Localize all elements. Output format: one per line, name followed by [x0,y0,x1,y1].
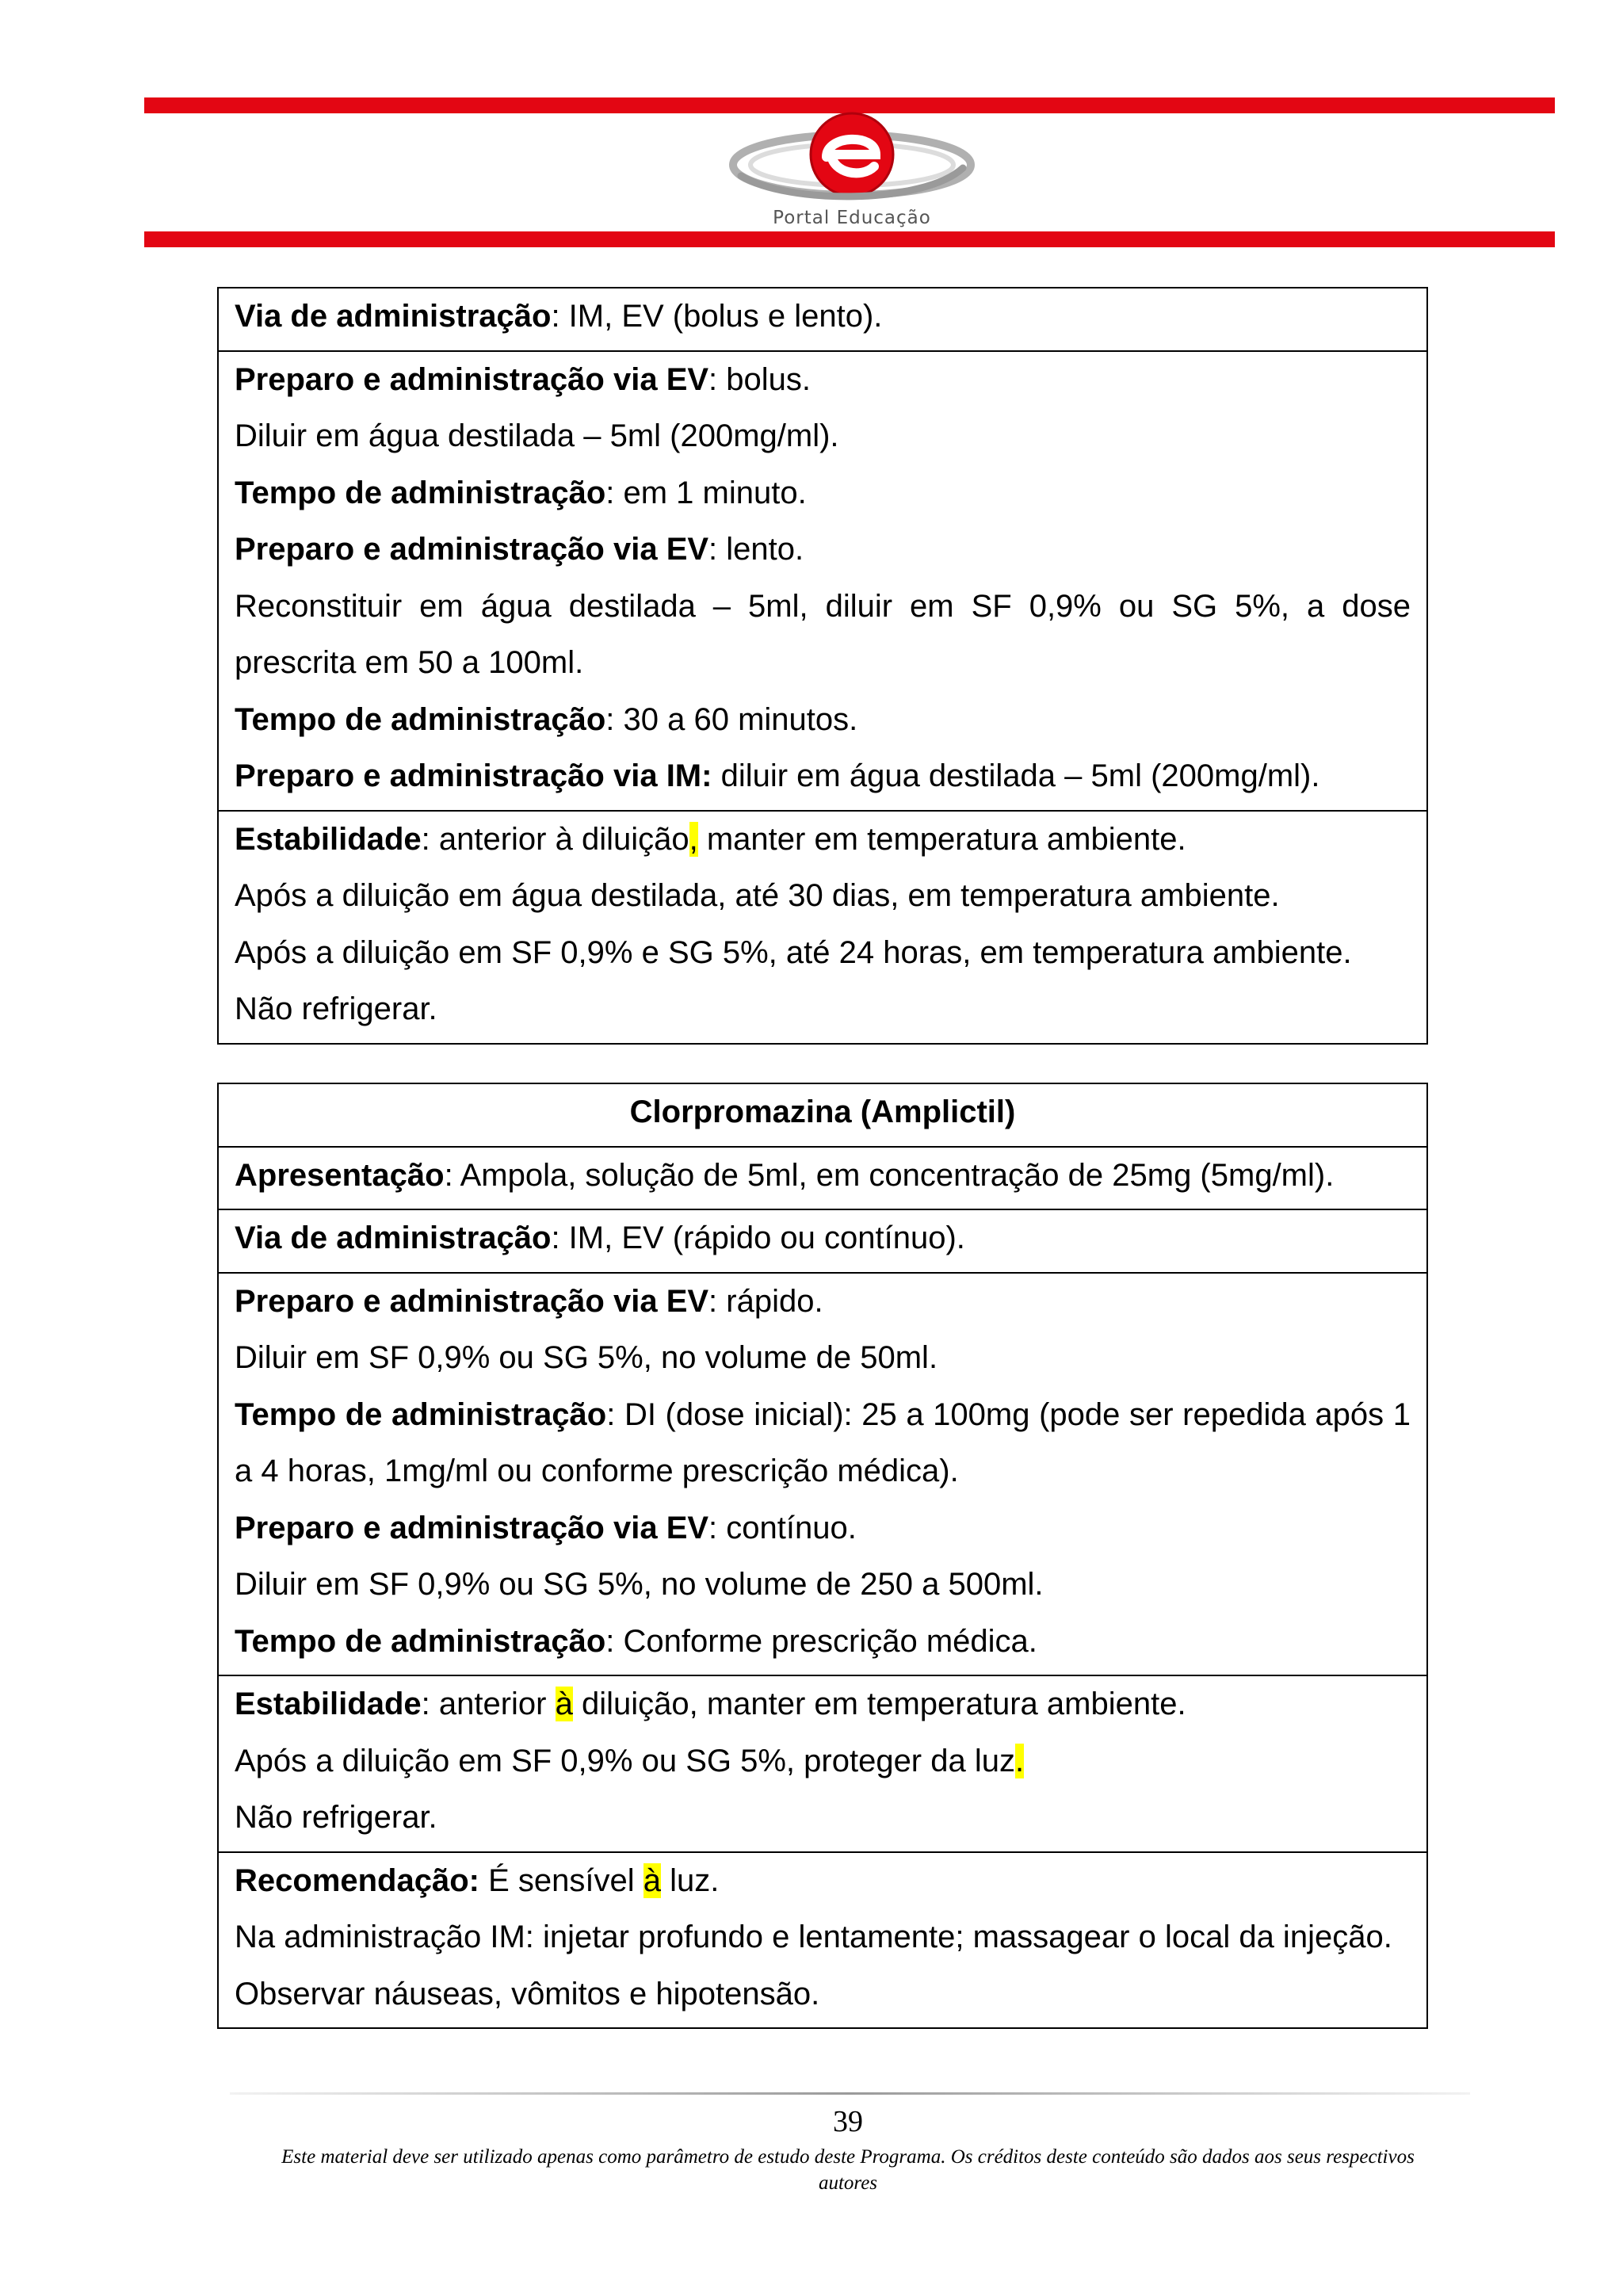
via-label: Via de administração [235,1221,552,1255]
drug-title: Clorpromazina (Amplictil) [629,1095,1016,1129]
recomendacao-line-2: Na administração IM: injetar profundo e lentamente; massagear o local da injeção. [235,1920,1392,1954]
via-text: : IM, EV (bolus e lento). [551,299,883,334]
estabilidade-line-3: Não refrigerar. [235,1800,437,1835]
tempo-lento-text: : 30 a 60 minutos. [605,701,858,737]
diluir-text: Diluir em água destilada – 5ml (200mg/ml). [235,418,839,453]
tempo-rapido-label: Tempo de administração [235,1396,607,1432]
recomendacao-label: Recomendação: [235,1862,479,1898]
tempo-text: : em 1 minuto. [605,475,807,510]
reconstituir-text: Reconstituir em água destilada – 5ml, diluir em SF 0,9% ou SG 5%, a dose prescrita em 50 a 100ml. [235,588,1411,680]
footer-note: Este material deve ser utilizado apenas como parâmetro de estudo deste Programa. Os créditos deste conteúdo são dados aos seus respectivos autores [281,2146,1415,2194]
preparo-ev-text: : bolus. [708,361,812,397]
preparo-im-label: Preparo e administração via IM: [235,758,712,793]
tempo-lento-label: Tempo de administração [235,701,606,737]
tempo-continuo-label: Tempo de administração [235,1623,606,1659]
header-bottom-bar [144,231,1555,247]
estabilidade-line-3: Após a diluição em SF 0,9% e SG 5%, até 24 horas, em temperatura ambiente. [235,934,1352,970]
apresentacao-label: Apresentação [235,1157,445,1193]
tempo-rapido-text: : DI (dose inicial): 25 a 100mg (pode ser repedida após 1 a 4 horas, 1mg/ml ou conforme prescrição médica). [235,1396,1411,1488]
estabilidade-row [218,1675,1427,1852]
preparo-continuo-text: : contínuo. [708,1510,857,1545]
estabilidade-line-2: Após a diluição em água destilada, até 30 dias, em temperatura ambiente. [235,878,1280,913]
estabilidade-row [218,811,1427,1044]
preparo-continuo-label: Preparo e administração via EV [235,1510,709,1545]
drug-table-clorpromazina [217,1083,1428,2029]
recomendacao-text-a: É sensível [479,1862,643,1898]
preparo-row [218,351,1427,811]
footer-divider [230,2092,1470,2095]
estabilidade-label: Estabilidade [235,821,422,857]
via-row [218,288,1427,351]
estabilidade-text-a: : anterior à diluição [421,821,689,857]
portal-educacao-logo [725,111,979,234]
tempo-label: Tempo de administração [235,475,606,510]
preparo-rapido-text: : rápido. [708,1283,823,1319]
diluir-continuo-text: Diluir em SF 0,9% ou SG 5%, no volume de 250 a 500ml. [235,1567,1044,1602]
highlight-mark: à [555,1687,573,1721]
page-number: 39 [833,2105,863,2138]
via-label: Via de administração [235,299,552,334]
preparo-ev-label: Preparo e administração via EV [235,361,709,397]
estabilidade-text-b: manter em temperatura ambiente. [697,821,1186,857]
via-text: : IM, EV (rápido ou contínuo). [551,1221,965,1255]
highlight-mark: à [643,1862,661,1898]
preparo-row [218,1273,1427,1676]
logo-text: Portal Educação [773,208,931,228]
title-row [218,1083,1427,1147]
estabilidade-text-a: : anterior [421,1687,556,1721]
diluir-rapido-text: Diluir em SF 0,9% ou SG 5%, no volume de 50ml. [235,1340,938,1375]
via-row [218,1209,1427,1273]
estabilidade-text-b: diluição, manter em temperatura ambiente. [572,1687,1186,1721]
estabilidade-line-2: Após a diluição em SF 0,9% ou SG 5%, proteger da luz [235,1743,1015,1778]
recomendacao-row [218,1852,1427,2029]
logo-emblem-icon [725,111,979,210]
preparo-rapido-label: Preparo e administração via EV [235,1283,709,1319]
recomendacao-text-b: luz. [661,1862,720,1898]
tempo-continuo-text: : Conforme prescrição médica. [605,1623,1037,1659]
highlight-mark: , [689,821,698,857]
recomendacao-line-3: Observar náuseas, vômitos e hipotensão. [235,1976,820,2011]
preparo-ev-lento-text: : lento. [708,532,804,567]
preparo-ev-lento-label: Preparo e administração via EV [235,532,709,567]
preparo-im-text: diluir em água destilada – 5ml (200mg/ml). [712,758,1320,793]
estabilidade-label: Estabilidade [235,1687,422,1721]
apresentacao-text: : Ampola, solução de 5ml, em concentração de 25mg (5mg/ml). [444,1157,1335,1193]
highlight-mark: . [1014,1743,1025,1778]
drug-table-continued [217,287,1428,1045]
estabilidade-line-4: Não refrigerar. [235,991,437,1026]
apresentacao-row [218,1147,1427,1210]
